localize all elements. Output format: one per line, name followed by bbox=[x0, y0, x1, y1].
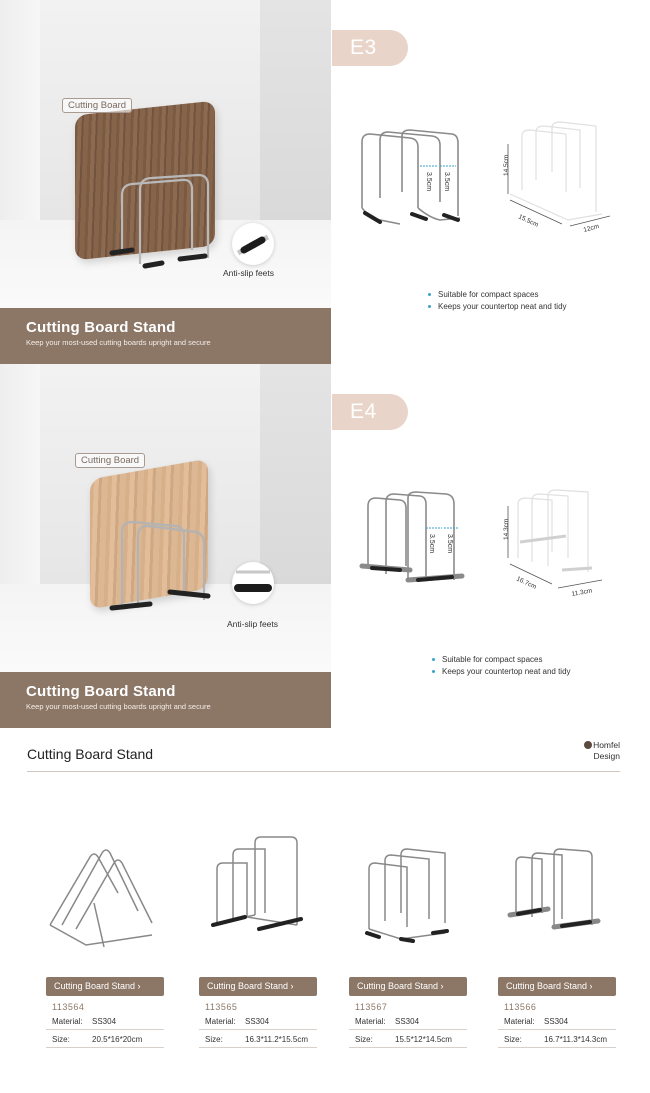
spec-row-size: Size: 16.7*11.3*14.3cm bbox=[498, 1030, 616, 1048]
product-link-button[interactable]: Cutting Board Stand › bbox=[349, 977, 467, 996]
feature-item: Suitable for compact spaces bbox=[432, 655, 571, 664]
anti-slip-label: Anti-slip feets bbox=[227, 619, 279, 629]
product-link-button[interactable]: Cutting Board Stand › bbox=[498, 977, 616, 996]
feature-list bbox=[432, 655, 571, 679]
product-photo bbox=[0, 364, 331, 672]
product-link-button[interactable]: Cutting Board Stand › bbox=[46, 977, 164, 996]
brand-logo: Homfel Design bbox=[584, 740, 620, 762]
product-image bbox=[498, 833, 616, 953]
feature-item: Suitable for compact spaces bbox=[428, 290, 567, 299]
anti-slip-zoom-image bbox=[232, 562, 274, 604]
product-code: 113566 bbox=[504, 1002, 537, 1012]
model-badge: E3 bbox=[332, 30, 408, 66]
gap-label-b: 3.5cm bbox=[446, 534, 453, 554]
brand-dot-icon bbox=[584, 741, 592, 749]
dimension-diagram bbox=[340, 120, 640, 240]
spec-row-material: Material: SS304 bbox=[46, 1012, 164, 1030]
spec-row-size: Size: 20.5*16*20cm bbox=[46, 1030, 164, 1048]
product-card bbox=[498, 833, 616, 1048]
spec-row-material: Material: SS304 bbox=[349, 1012, 467, 1030]
height-dimension: 14.3cm bbox=[503, 518, 510, 540]
product-section-e4 bbox=[0, 364, 650, 728]
divider bbox=[27, 771, 620, 772]
banner-subtitle: Keep your most-used cutting boards upright and secure bbox=[26, 702, 211, 711]
gap-label-a: 3.5cm bbox=[425, 172, 432, 192]
product-card bbox=[46, 833, 164, 1048]
banner-subtitle: Keep your most-used cutting boards upright and secure bbox=[26, 338, 211, 347]
feature-list bbox=[428, 290, 567, 314]
feature-item: Keeps your countertop neat and tidy bbox=[428, 302, 567, 311]
gap-label-a: 3.5cm bbox=[428, 534, 435, 554]
depth-dimension: 15.5cm bbox=[517, 213, 540, 229]
spec-row-material: Material: SS304 bbox=[498, 1012, 616, 1030]
model-badge: E4 bbox=[332, 394, 408, 430]
product-catalog bbox=[0, 728, 650, 1093]
product-card bbox=[349, 833, 467, 1048]
product-image bbox=[46, 833, 164, 953]
catalog-title: Cutting Board Stand bbox=[27, 746, 154, 762]
product-photo bbox=[0, 0, 331, 308]
width-dimension: 11.3cm bbox=[571, 587, 593, 598]
product-section-e3 bbox=[0, 0, 650, 364]
product-code: 113564 bbox=[52, 1002, 85, 1012]
photo-callout-tag: Cutting Board bbox=[62, 98, 132, 113]
feature-item: Keeps your countertop neat and tidy bbox=[432, 667, 571, 676]
product-code: 113567 bbox=[355, 1002, 388, 1012]
spec-row-size: Size: 16.3*11.2*15.5cm bbox=[199, 1030, 317, 1048]
width-dimension: 12cm bbox=[582, 223, 600, 234]
spec-row-material: Material: SS304 bbox=[199, 1012, 317, 1030]
spec-row-size: Size: 15.5*12*14.5cm bbox=[349, 1030, 467, 1048]
product-image bbox=[199, 833, 317, 953]
depth-dimension: 16.7cm bbox=[515, 575, 538, 591]
rack-photo-illustration bbox=[0, 364, 331, 672]
section-banner bbox=[0, 672, 331, 728]
section-banner bbox=[0, 308, 331, 364]
product-code: 113565 bbox=[205, 1002, 238, 1012]
anti-slip-zoom-image bbox=[232, 223, 274, 265]
banner-title: Cutting Board Stand bbox=[26, 319, 176, 336]
anti-slip-label: Anti-slip feets bbox=[223, 268, 275, 278]
product-card bbox=[199, 833, 317, 1048]
height-dimension: 14.5cm bbox=[503, 154, 510, 176]
dimension-diagram bbox=[340, 488, 640, 608]
gap-label-b: 3.5cm bbox=[443, 172, 450, 192]
banner-title: Cutting Board Stand bbox=[26, 683, 176, 700]
rack-photo-illustration bbox=[0, 0, 331, 308]
product-image bbox=[349, 833, 467, 953]
photo-callout-tag: Cutting Board bbox=[75, 453, 145, 468]
product-link-button[interactable]: Cutting Board Stand › bbox=[199, 977, 317, 996]
